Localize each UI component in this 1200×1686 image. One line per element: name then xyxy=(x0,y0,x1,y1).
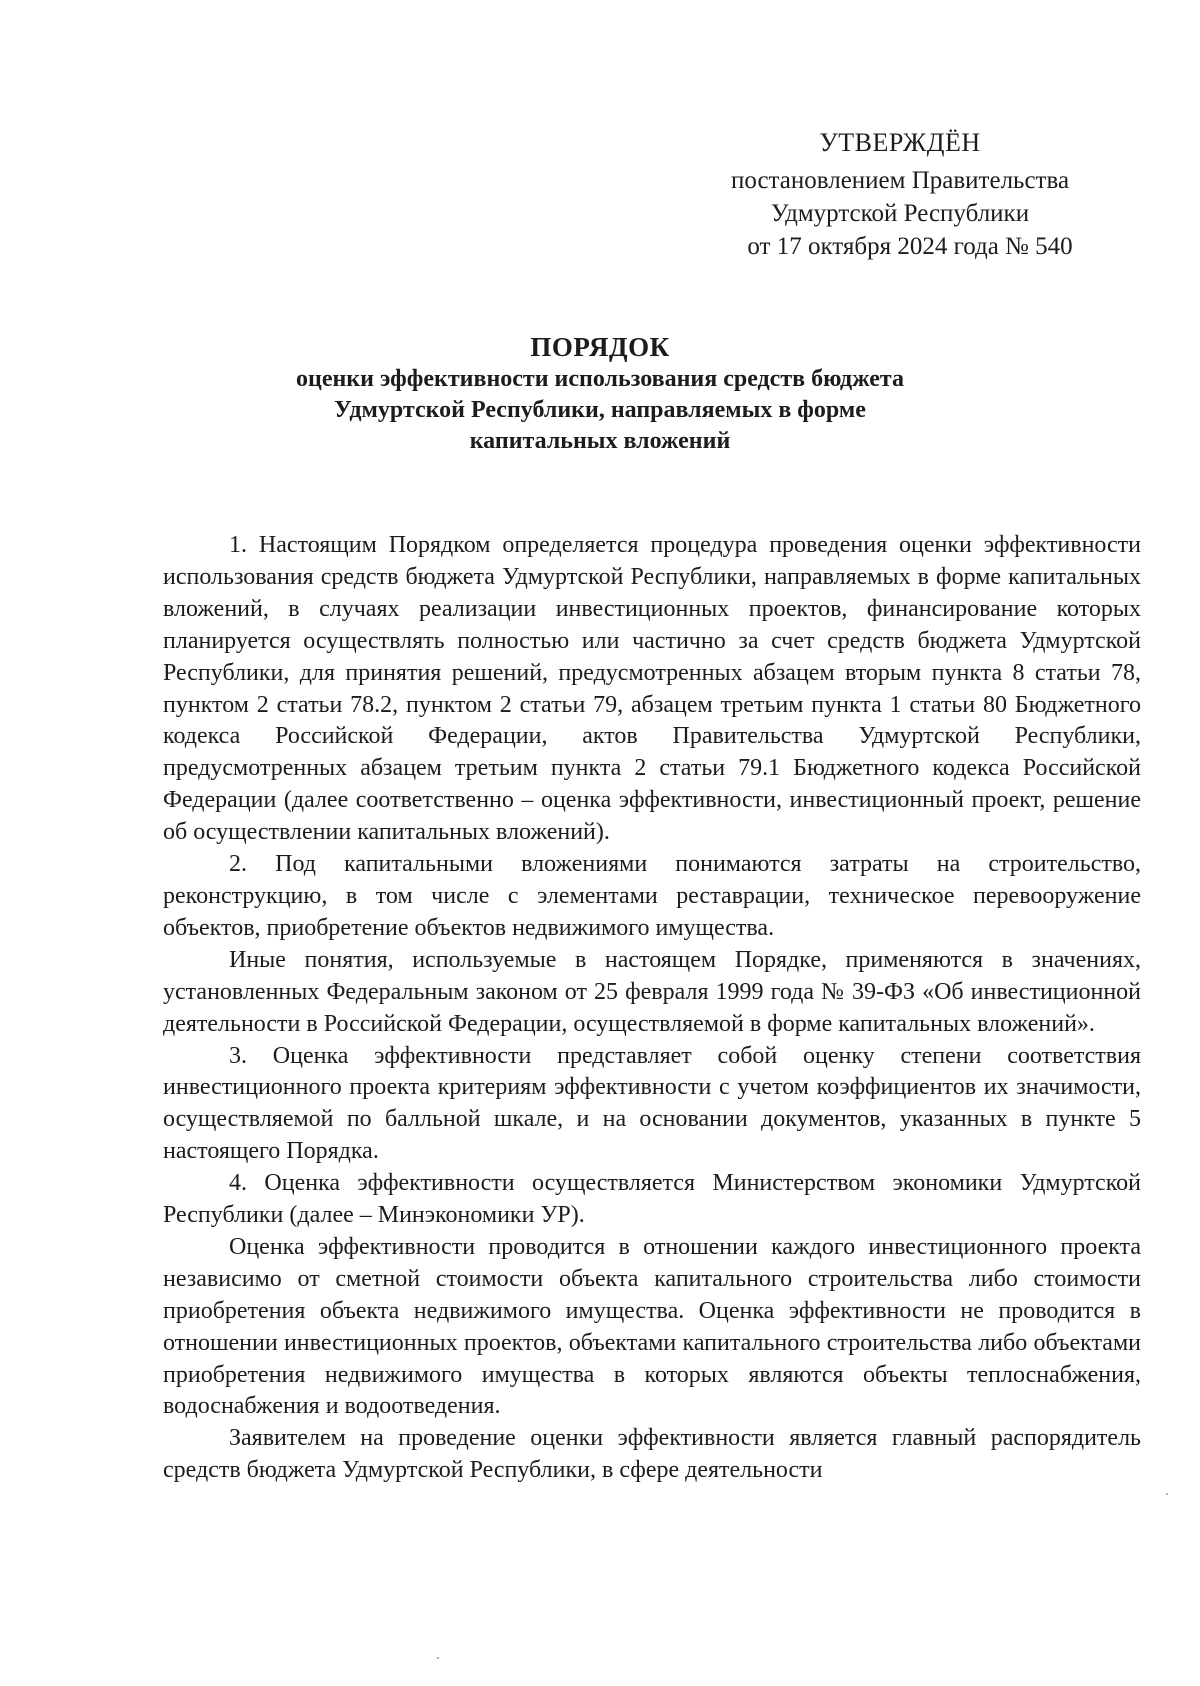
paragraph-2: 2. Под капитальными вложениями понимаются затраты на строительство, реконструкцию, в том числе с элементами реставрации, техническое перевооружение объектов, приобретение объектов недвижимого имущества. xyxy=(163,851,1141,941)
paragraph-1: 1. Настоящим Порядком определяется процедура проведения оценки эффективности использования средств бюджета Удмуртской Республики, направляемых в форме капитальных вложений, в случаях реализации инвестиционных проектов, финансирование которых планируется осуществлять полностью или частично за счет средств бюджета Удмуртской Республики, для принятия решений, предусмотренных абзацем вторым пункта 8 статьи 78, пунктом 2 статьи 78.2, пунктом 2 статьи 79, абзацем третьим пункта 1 статьи 80 Бюджетного кодекса Российской Федерации, актов Правительства Удмуртской Республики, предусмотренных абзацем третьим пункта 2 статьи 79.1 Бюджетного кодекса Российской Федерации (далее соответственно – оценка эффективности, инвестиционный проект, решение об осуществлении капитальных вложений). xyxy=(163,532,1141,846)
document-subtitle-line: оценки эффективности использования средств бюджета xyxy=(295,366,905,392)
paragraph-4-applicant: Заявителем на проведение оценки эффективности является главный распорядитель средств бюджета Удмуртской Республики, в сфере деятельности xyxy=(163,1425,1141,1484)
scan-artifact xyxy=(1166,1493,1168,1495)
scan-artifact xyxy=(437,1657,439,1659)
approval-organization: Удмуртской Республики xyxy=(770,200,1030,227)
document-type: ПОРЯДОК xyxy=(530,332,670,362)
document-subtitle-line: Удмуртской Республики, направляемых в форме xyxy=(334,397,866,423)
document-body xyxy=(163,530,1141,1487)
document-title xyxy=(200,330,1000,457)
paragraph-3: 3. Оценка эффективности представляет собой оценку степени соответствия инвестиционного проекта критериям эффективности с учетом коэффициентов их значимости, осуществляемой по балльной шкале, и на основании документов, указанных в пункте 5 настоящего Порядка. xyxy=(163,1042,1141,1165)
paragraph-2-definitions: Иные понятия, используемые в настоящем Порядке, применяются в значениях, установленных Федеральным законом от 25 февраля 1999 года № 39-ФЗ «Об инвестиционной деятельности в Российской Федерации, осуществляемой в форме капитальных вложений». xyxy=(163,946,1141,1037)
approval-issuer: постановлением Правительства xyxy=(730,167,1070,194)
approval-date: от 17 октября 2024 года № 540 xyxy=(747,233,1073,260)
paragraph-4-scope: Оценка эффективности проводится в отношении каждого инвестиционного проекта независимо от сметной стоимости объекта капитального строительства либо стоимости приобретения объекта недвижимого имущества. Оценка эффективности не проводится в отношении инвестиционных проектов, объектами капитального строительства либо объектами приобретения недвижимого имущества в которых являются объекты теплоснабжения, водоснабжения и водоотведения. xyxy=(163,1233,1141,1420)
document-subtitle-line: капитальных вложений xyxy=(469,428,731,454)
approval-stamp xyxy=(700,126,1100,263)
approval-heading: УТВЕРЖДЁН xyxy=(819,128,981,157)
paragraph-4: 4. Оценка эффективности осуществляется Министерством экономики Удмуртской Республики (далее – Минэкономики УР). xyxy=(163,1170,1141,1229)
